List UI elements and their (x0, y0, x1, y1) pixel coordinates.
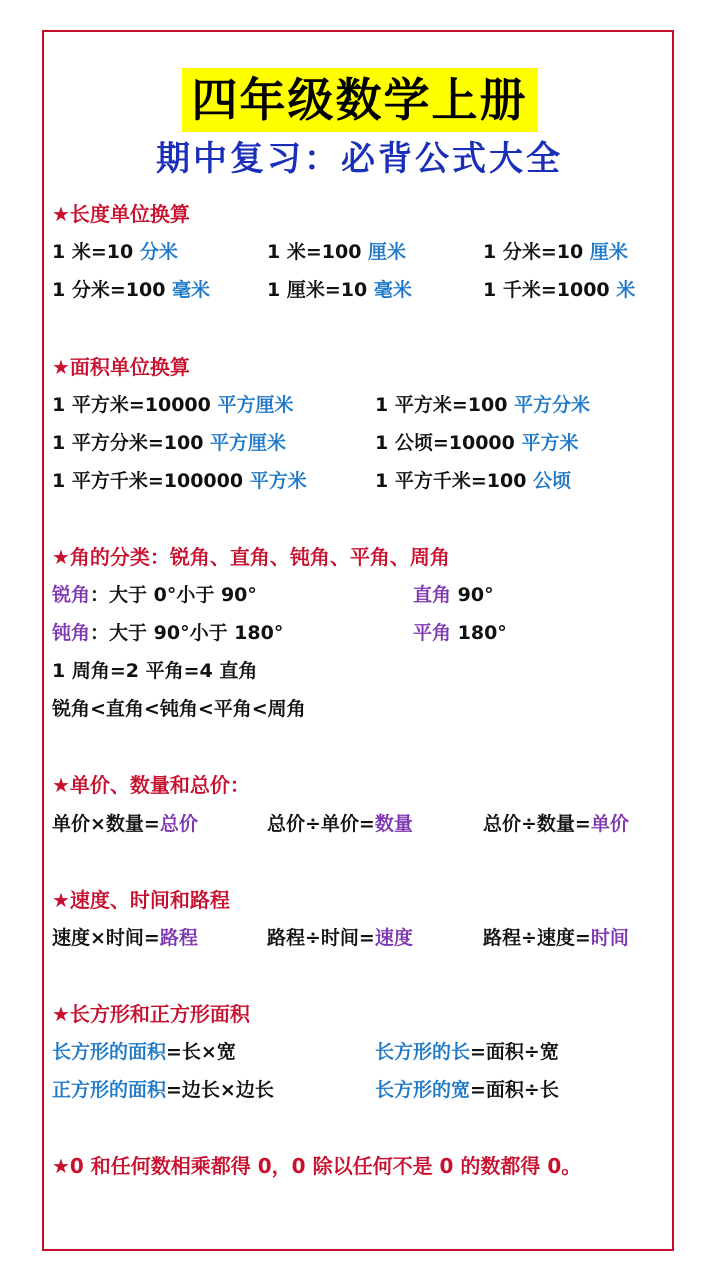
area-unit: 平方厘米 (217, 394, 294, 416)
formula-right: =面积÷长 (470, 1079, 559, 1101)
page-subtitle: 期中复习：必背公式大全 (156, 139, 563, 179)
formula-left: 总价÷单价= (267, 813, 375, 835)
formula-right: =长×宽 (166, 1041, 236, 1063)
length-value: 1 千米=1000 (483, 279, 617, 301)
length-unit: 毫米 (172, 279, 211, 301)
angle-desc: 180° (451, 622, 507, 644)
length-value: 1 分米=10 (483, 241, 590, 263)
formula-result: 路程 (159, 927, 198, 949)
area-row-1 (0, 390, 719, 420)
area-item (52, 428, 286, 458)
area-heading: ★面积单位换算 (52, 355, 190, 379)
angle-term: 锐角 (52, 584, 91, 606)
formula-result: 总价 (159, 813, 198, 835)
formula-left: 单价×数量= (52, 813, 160, 835)
rect-formula (375, 1037, 559, 1067)
length-item (52, 237, 178, 267)
length-unit: 分米 (139, 241, 178, 263)
formula-result: 时间 (590, 927, 629, 949)
area-value: 1 平方分米=100 (52, 432, 211, 454)
formula-term: 长方形的长 (375, 1041, 471, 1063)
length-value: 1 厘米=10 (267, 279, 374, 301)
length-row-1 (0, 237, 719, 267)
length-value: 1 分米=100 (52, 279, 173, 301)
price-row (0, 809, 719, 839)
angle-desc: 90° (451, 584, 494, 606)
angle-term: 直角 (413, 584, 452, 606)
rect-formula (52, 1037, 236, 1067)
rect-formula (375, 1075, 559, 1105)
length-item (483, 237, 628, 267)
length-item (267, 275, 412, 305)
area-item (375, 428, 579, 458)
area-unit: 平方厘米 (210, 432, 287, 454)
formula-left: 路程÷时间= (267, 927, 375, 949)
speed-row (0, 923, 719, 953)
area-unit: 平方分米 (514, 394, 591, 416)
price-formula (483, 809, 629, 839)
price-heading: ★单价、数量和总价： (52, 773, 250, 797)
formula-term: 正方形的面积 (52, 1079, 167, 1101)
rect-heading: ★长方形和正方形面积 (52, 1002, 250, 1026)
length-heading: ★长度单位换算 (52, 202, 190, 226)
area-item (52, 390, 294, 420)
angle-item (52, 580, 257, 610)
speed-heading: ★速度、时间和路程 (52, 888, 230, 912)
angle-desc: ：大于 0°小于 90° (90, 584, 257, 606)
speed-formula (267, 923, 413, 953)
rect-formula (52, 1075, 274, 1105)
length-item (52, 275, 210, 305)
formula-result: 速度 (374, 927, 413, 949)
area-unit: 平方米 (249, 470, 307, 492)
length-unit: 米 (616, 279, 636, 301)
area-value: 1 平方千米=100 (375, 470, 534, 492)
area-value: 1 平方千米=100000 (52, 470, 250, 492)
length-row-2 (0, 275, 719, 305)
formula-term: 长方形的宽 (375, 1079, 471, 1101)
area-row-3 (0, 466, 719, 496)
angle-row-3 (0, 656, 719, 686)
formula-left: 总价÷数量= (483, 813, 591, 835)
angle-row-2 (0, 618, 719, 648)
length-unit: 厘米 (368, 241, 407, 263)
formula-right: =边长×边长 (166, 1079, 274, 1101)
angle-row-4 (0, 694, 719, 724)
angle-heading: ★角的分类：锐角、直角、钝角、平角、周角 (52, 545, 450, 569)
area-item (375, 466, 571, 496)
angle-row-1 (0, 580, 719, 610)
area-value: 1 公顷=10000 (375, 432, 522, 454)
length-unit: 毫米 (373, 279, 412, 301)
rect-row-2 (0, 1075, 719, 1105)
angle-item (413, 618, 507, 648)
angle-term: 钝角 (52, 622, 91, 644)
page-title: 四年级数学上册 (182, 68, 538, 132)
length-item (267, 237, 406, 267)
formula-left: 路程÷速度= (483, 927, 591, 949)
title-wrap (0, 68, 719, 132)
area-value: 1 平方米=10000 (52, 394, 218, 416)
formula-term: 长方形的面积 (52, 1041, 167, 1063)
area-item (375, 390, 590, 420)
area-unit: 公顷 (533, 470, 572, 492)
area-value: 1 平方米=100 (375, 394, 515, 416)
speed-formula (52, 923, 198, 953)
rect-row-1 (0, 1037, 719, 1067)
formula-left: 速度×时间= (52, 927, 160, 949)
area-item (52, 466, 307, 496)
angle-item (413, 580, 494, 610)
area-unit: 平方米 (521, 432, 579, 454)
angle-relation: 1 周角=2 平角=4 直角 (52, 660, 258, 682)
speed-formula (483, 923, 629, 953)
formula-result: 单价 (590, 813, 629, 835)
price-formula (52, 809, 198, 839)
price-formula (267, 809, 413, 839)
angle-order: 锐角<直角<钝角<平角<周角 (52, 698, 306, 720)
formula-right: =面积÷宽 (470, 1041, 559, 1063)
length-value: 1 米=100 (267, 241, 369, 263)
length-value: 1 米=10 (52, 241, 140, 263)
angle-desc: ：大于 90°小于 180° (90, 622, 284, 644)
area-row-2 (0, 428, 719, 458)
formula-result: 数量 (374, 813, 413, 835)
angle-item (52, 618, 283, 648)
length-unit: 厘米 (589, 241, 628, 263)
angle-term: 平角 (413, 622, 452, 644)
length-item (483, 275, 635, 305)
zero-rule: ★0 和任何数相乘都得 0，0 除以任何不是 0 的数都得 0。 (52, 1154, 582, 1178)
